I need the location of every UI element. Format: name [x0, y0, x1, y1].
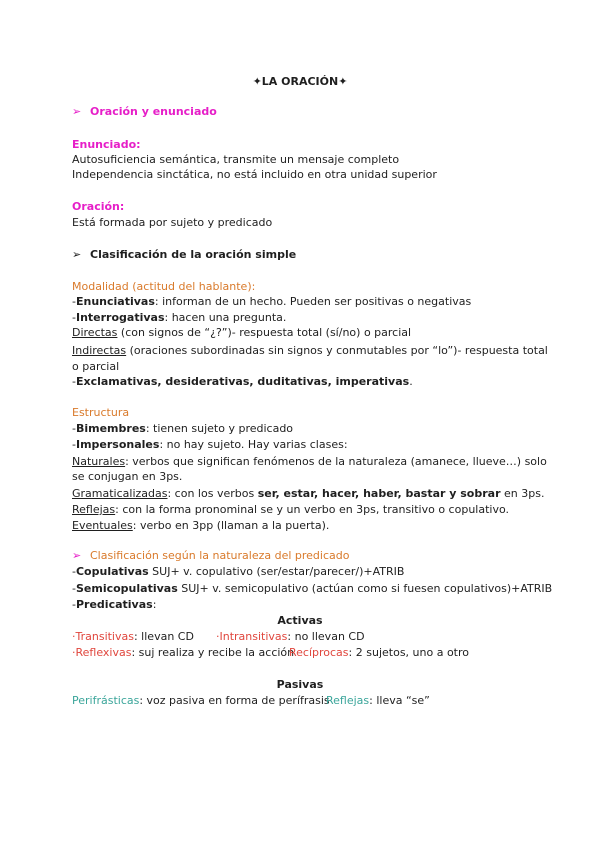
reflejas-line: Reflejas: con la forma pronominal se y un verbo en 3ps, transitivo o copulativo. — [72, 503, 509, 516]
enunciado-line-2: Independencia sinctática, no está incluido en otra unidad superior — [72, 168, 437, 181]
heading-text: Oración y enunciado — [90, 105, 217, 118]
naturales-line: Naturales: verbos que significan fenómenos de la naturaleza (amanece, llueve…) solo — [72, 455, 547, 468]
transitivas-item: ·Transitivas: llevan CD — [72, 630, 194, 643]
page-title: ✦LA ORACIÓN✦ — [252, 75, 348, 88]
gramaticalizadas-line: Gramaticalizadas: con los verbos ser, estar, hacer, haber, bastar y sobrar en 3ps. — [72, 487, 545, 500]
indirectas-line-2: o parcial — [72, 360, 120, 373]
semicopulativas-line: -Semicopulativas SUJ+ v. semicopulativo (actúan como si fuesen copulativos)+ATRIB — [72, 582, 553, 595]
predicativas-line: -Predicativas: — [72, 598, 157, 611]
heading-text: Clasificación de la oración simple — [90, 248, 297, 261]
indirectas-line: Indirectas (oraciones subordinadas sin signos y conmutables por “lo”)- respuesta total — [72, 344, 548, 357]
arrow-bullet-icon: ➢ — [72, 549, 82, 562]
intransitivas-item: ·Intransitivas: no llevan CD — [216, 630, 365, 643]
arrow-bullet-icon: ➢ — [72, 248, 82, 261]
heading-text: Clasificación según la naturaleza del predicado — [90, 549, 350, 562]
section-heading-naturaleza-predicado — [72, 548, 349, 563]
enunciado-line-1: Autosuficiencia semántica, transmite un mensaje completo — [72, 153, 400, 166]
estructura-label: Estructura — [72, 406, 130, 419]
arrow-bullet-icon: ➢ — [72, 105, 82, 118]
copulativas-line: -Copulativas SUJ+ v. copulativo (ser/estar/parecer/)+ATRIB — [72, 565, 405, 578]
reciprocas-item: Recíprocas: 2 sujetos, uno a otro — [289, 646, 469, 659]
modalidad-label: Modalidad (actitud del hablante): — [72, 280, 256, 293]
bimembres-line: -Bimembres: tienen sujeto y predicado — [72, 422, 294, 435]
reflexivas-item: ·Reflexivas: suj realiza y recibe la acción — [72, 646, 295, 659]
enunciativas-line: -Enunciativas: informan de un hecho. Pueden ser positivas o negativas — [72, 295, 472, 308]
eventuales-line: Eventuales: verbo en 3pp (llaman a la puerta). — [72, 519, 330, 532]
enunciado-label: Enunciado: — [72, 138, 141, 151]
exclamativas-line: -Exclamativas, desiderativas, duditativas, imperativas. — [72, 375, 413, 388]
impersonales-line: -Impersonales: no hay sujeto. Hay varias clases: — [72, 438, 348, 451]
perifrasticas-item: Perifrásticas: voz pasiva en forma de perífrasis — [72, 694, 330, 707]
pasivas-heading: Pasivas — [276, 678, 324, 691]
oracion-line: Está formada por sujeto y predicado — [72, 216, 273, 229]
section-heading-oracion-enunciado — [72, 104, 217, 119]
section-heading-clasificacion — [72, 247, 296, 262]
oracion-label: Oración: — [72, 200, 125, 213]
pasivas-reflejas-item: Reflejas: lleva “se” — [326, 694, 430, 707]
naturales-line-2: se conjugan en 3ps. — [72, 470, 183, 483]
directas-line: Directas (con signos de “¿?”)- respuesta total (sí/no) o parcial — [72, 326, 412, 339]
activas-heading: Activas — [277, 614, 323, 627]
interrogativas-line: -Interrogativas: hacen una pregunta. — [72, 311, 287, 324]
